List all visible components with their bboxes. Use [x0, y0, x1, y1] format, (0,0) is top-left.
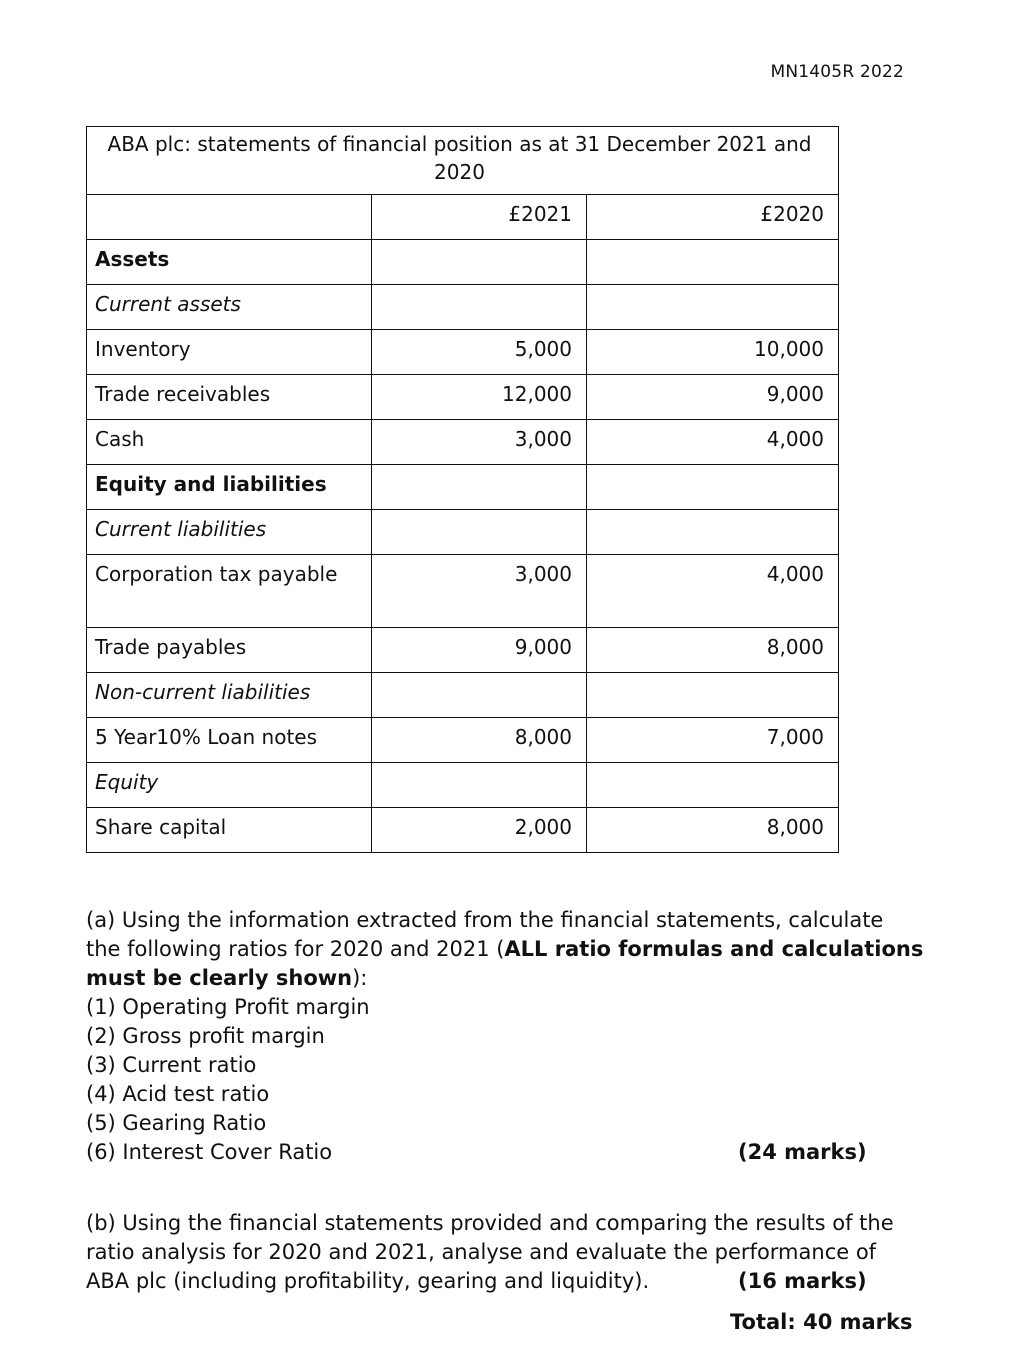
table-row — [87, 510, 839, 555]
value-2021: 12,000 — [372, 375, 587, 420]
value-2021 — [372, 465, 587, 510]
table-row — [87, 628, 839, 673]
value-2021: 2,000 — [372, 808, 587, 853]
column-header-2020: £2020 — [587, 195, 839, 240]
value-2020: 4,000 — [587, 420, 839, 465]
ratio-item-last — [86, 1138, 906, 1167]
row-label: Assets — [87, 240, 372, 285]
row-label: Corporation tax payable — [87, 555, 372, 628]
value-2020: 7,000 — [587, 718, 839, 763]
question-b — [86, 1209, 906, 1296]
total-marks: Total: 40 marks — [730, 1310, 913, 1334]
question-a — [86, 906, 924, 1167]
table-row — [87, 330, 839, 375]
question-b-marks: (16 marks) — [738, 1269, 867, 1293]
value-2021: 3,000 — [372, 555, 587, 628]
question-a-intro-end: ): — [352, 966, 368, 990]
table-row — [87, 718, 839, 763]
table-row — [87, 240, 839, 285]
ratio-item: (1) Operating Profit margin — [86, 995, 370, 1019]
question-a-intro-line-3 — [86, 964, 906, 993]
value-2020: 4,000 — [587, 555, 839, 628]
table-title-row — [87, 127, 839, 195]
question-a-instruction-bold: ALL ratio formulas and calculations — [504, 937, 924, 961]
value-2020 — [587, 510, 839, 555]
table-title: ABA plc: statements of financial position as at 31 December 2021 and 2020 — [87, 127, 839, 195]
value-2020 — [587, 673, 839, 718]
row-label: Current assets — [87, 285, 372, 330]
value-2021 — [372, 240, 587, 285]
table-header-row — [87, 195, 839, 240]
question-b-line-1: (b) Using the financial statements provided and comparing the results of the — [86, 1211, 894, 1235]
value-2021: 3,000 — [372, 420, 587, 465]
table-row — [87, 420, 839, 465]
table-row — [87, 555, 839, 628]
value-2020 — [587, 240, 839, 285]
value-2020: 10,000 — [587, 330, 839, 375]
column-header-2021: £2021 — [372, 195, 587, 240]
row-label: Cash — [87, 420, 372, 465]
ratio-item: (4) Acid test ratio — [86, 1082, 270, 1106]
row-label: Inventory — [87, 330, 372, 375]
value-2020: 8,000 — [587, 628, 839, 673]
question-a-intro-line-1: (a) Using the information extracted from the financial statements, calculate — [86, 908, 884, 932]
row-label: Share capital — [87, 808, 372, 853]
financial-position-table — [86, 126, 839, 853]
question-b-line-3 — [86, 1267, 906, 1296]
question-b-line-2: ratio analysis for 2020 and 2021, analyse and evaluate the performance of — [86, 1240, 877, 1264]
question-a-marks: (24 marks) — [738, 1140, 867, 1164]
value-2020: 9,000 — [587, 375, 839, 420]
table-row — [87, 673, 839, 718]
document-code: MN1405R 2022 — [770, 62, 904, 82]
row-label: Trade payables — [87, 628, 372, 673]
ratio-item: (2) Gross profit margin — [86, 1024, 325, 1048]
row-label: Current liabilities — [87, 510, 372, 555]
question-a-intro-line-2 — [86, 935, 924, 964]
question-b-line-3-text: ABA plc (including profitability, gearing and liquidity). — [86, 1269, 650, 1293]
row-label: Equity — [87, 763, 372, 808]
row-label: Trade receivables — [87, 375, 372, 420]
value-2021 — [372, 285, 587, 330]
row-label: Equity and liabilities — [87, 465, 372, 510]
value-2020 — [587, 285, 839, 330]
value-2020: 8,000 — [587, 808, 839, 853]
question-a-instruction-bold-end: must be clearly shown — [86, 966, 353, 990]
ratio-item: (6) Interest Cover Ratio — [86, 1140, 333, 1164]
column-header-label — [87, 195, 372, 240]
question-a-intro-text: the following ratios for 2020 and 2021 ( — [86, 937, 505, 961]
value-2020 — [587, 465, 839, 510]
table-row — [87, 375, 839, 420]
value-2020 — [587, 763, 839, 808]
table-row — [87, 763, 839, 808]
row-label: Non-current liabilities — [87, 673, 372, 718]
value-2021 — [372, 763, 587, 808]
table-row — [87, 285, 839, 330]
ratio-item: (5) Gearing Ratio — [86, 1111, 267, 1135]
table-row — [87, 808, 839, 853]
ratio-item: (3) Current ratio — [86, 1053, 257, 1077]
value-2021: 9,000 — [372, 628, 587, 673]
value-2021: 8,000 — [372, 718, 587, 763]
row-label: 5 Year10% Loan notes — [87, 718, 372, 763]
value-2021 — [372, 510, 587, 555]
value-2021 — [372, 673, 587, 718]
value-2021: 5,000 — [372, 330, 587, 375]
table-row — [87, 465, 839, 510]
